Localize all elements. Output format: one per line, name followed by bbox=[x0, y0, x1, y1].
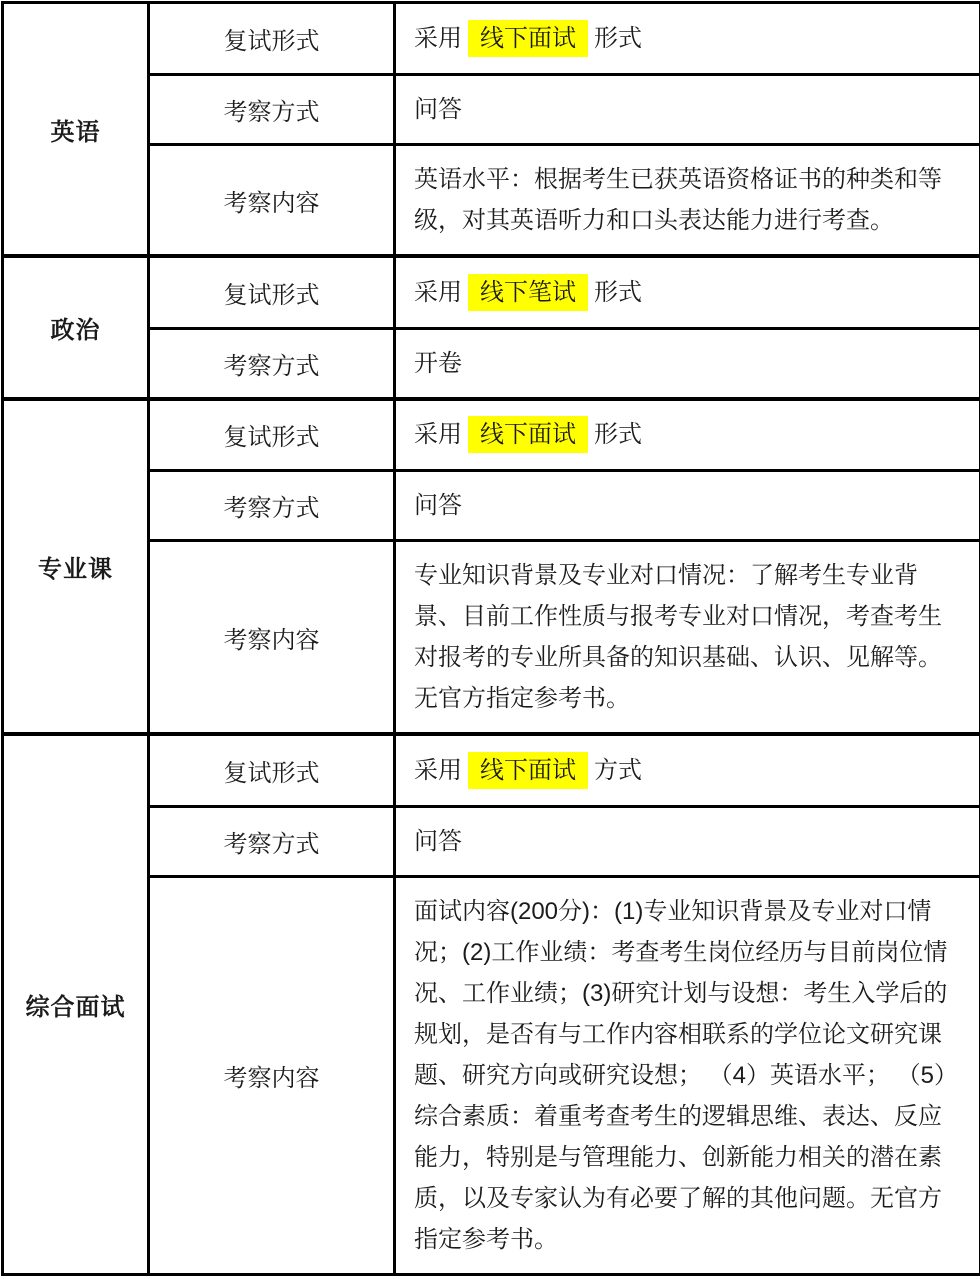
row-major-course-form bbox=[3, 399, 980, 471]
row-comprehensive-interview-form bbox=[3, 734, 980, 806]
label-cell-content: 考察内容 bbox=[149, 876, 395, 1274]
value-cell-major-course-form bbox=[395, 399, 980, 471]
form-suffix: 形式 bbox=[594, 421, 642, 448]
row-english-method bbox=[3, 75, 980, 145]
row-comprehensive-interview-content bbox=[3, 876, 980, 1274]
row-politics-method bbox=[3, 328, 980, 399]
label-cell-form: 复试形式 bbox=[149, 399, 395, 471]
form-suffix: 方式 bbox=[594, 757, 642, 784]
form-prefix: 采用 bbox=[414, 279, 462, 306]
row-english-form bbox=[3, 3, 980, 75]
highlight-offline-interview: 线下面试 bbox=[468, 752, 588, 789]
label-cell-form: 复试形式 bbox=[149, 256, 395, 328]
subject-cell-major-course: 专业课 bbox=[3, 399, 149, 735]
value-cell-comprehensive-interview-content: 面试内容(200分)：(1)专业知识背景及专业对口情况；(2)工作业绩：考查考生岗位经历与目前岗位情况、工作业绩；(3)研究计划与设想：考生入学后的规划，是否有与工作内容相联系的学位论文研究课题、研究方向或研究设想； （4）英语水平； （5）综合素质：着重考查考生的逻辑思维、表达、反应能力，特别是与管理能力、创新能力相关的潜在素质，以及专家认为有必要了解的其他问题。无官方指定参考书。 bbox=[395, 876, 980, 1274]
row-politics-form bbox=[3, 256, 980, 328]
highlight-offline-interview: 线下面试 bbox=[468, 416, 588, 453]
highlight-offline-written-test: 线下笔试 bbox=[468, 274, 588, 311]
row-major-course-method bbox=[3, 471, 980, 541]
value-cell-comprehensive-interview-form bbox=[395, 734, 980, 806]
label-cell-form: 复试形式 bbox=[149, 3, 395, 75]
subject-cell-comprehensive-interview: 综合面试 bbox=[3, 734, 149, 1274]
form-prefix: 采用 bbox=[414, 25, 462, 52]
label-cell-method: 考察方式 bbox=[149, 328, 395, 399]
label-cell-form: 复试形式 bbox=[149, 734, 395, 806]
value-cell-major-course-method: 问答 bbox=[395, 471, 980, 541]
value-cell-politics-form bbox=[395, 256, 980, 328]
subject-cell-english: 英语 bbox=[3, 3, 149, 257]
highlight-offline-interview: 线下面试 bbox=[468, 20, 588, 57]
form-prefix: 采用 bbox=[414, 421, 462, 448]
value-cell-english-form bbox=[395, 3, 980, 75]
form-suffix: 形式 bbox=[594, 279, 642, 306]
value-cell-comprehensive-interview-method: 问答 bbox=[395, 806, 980, 876]
row-major-course-content bbox=[3, 541, 980, 735]
value-cell-politics-method: 开卷 bbox=[395, 328, 980, 399]
value-cell-english-method: 问答 bbox=[395, 75, 980, 145]
form-prefix: 采用 bbox=[414, 757, 462, 784]
label-cell-content: 考察内容 bbox=[149, 145, 395, 257]
subject-cell-politics: 政治 bbox=[3, 256, 149, 399]
review-format-table bbox=[1, 1, 980, 1276]
row-english-content bbox=[3, 145, 980, 257]
label-cell-content: 考察内容 bbox=[149, 541, 395, 735]
label-cell-method: 考察方式 bbox=[149, 75, 395, 145]
value-cell-english-content: 英语水平：根据考生已获英语资格证书的种类和等级，对其英语听力和口头表达能力进行考查。 bbox=[395, 145, 980, 257]
label-cell-method: 考察方式 bbox=[149, 471, 395, 541]
row-comprehensive-interview-method bbox=[3, 806, 980, 876]
value-cell-major-course-content: 专业知识背景及专业对口情况：了解考生专业背景、目前工作性质与报考专业对口情况，考查考生对报考的专业所具备的知识基础、认识、见解等。无官方指定参考书。 bbox=[395, 541, 980, 735]
label-cell-method: 考察方式 bbox=[149, 806, 395, 876]
form-suffix: 形式 bbox=[594, 25, 642, 52]
